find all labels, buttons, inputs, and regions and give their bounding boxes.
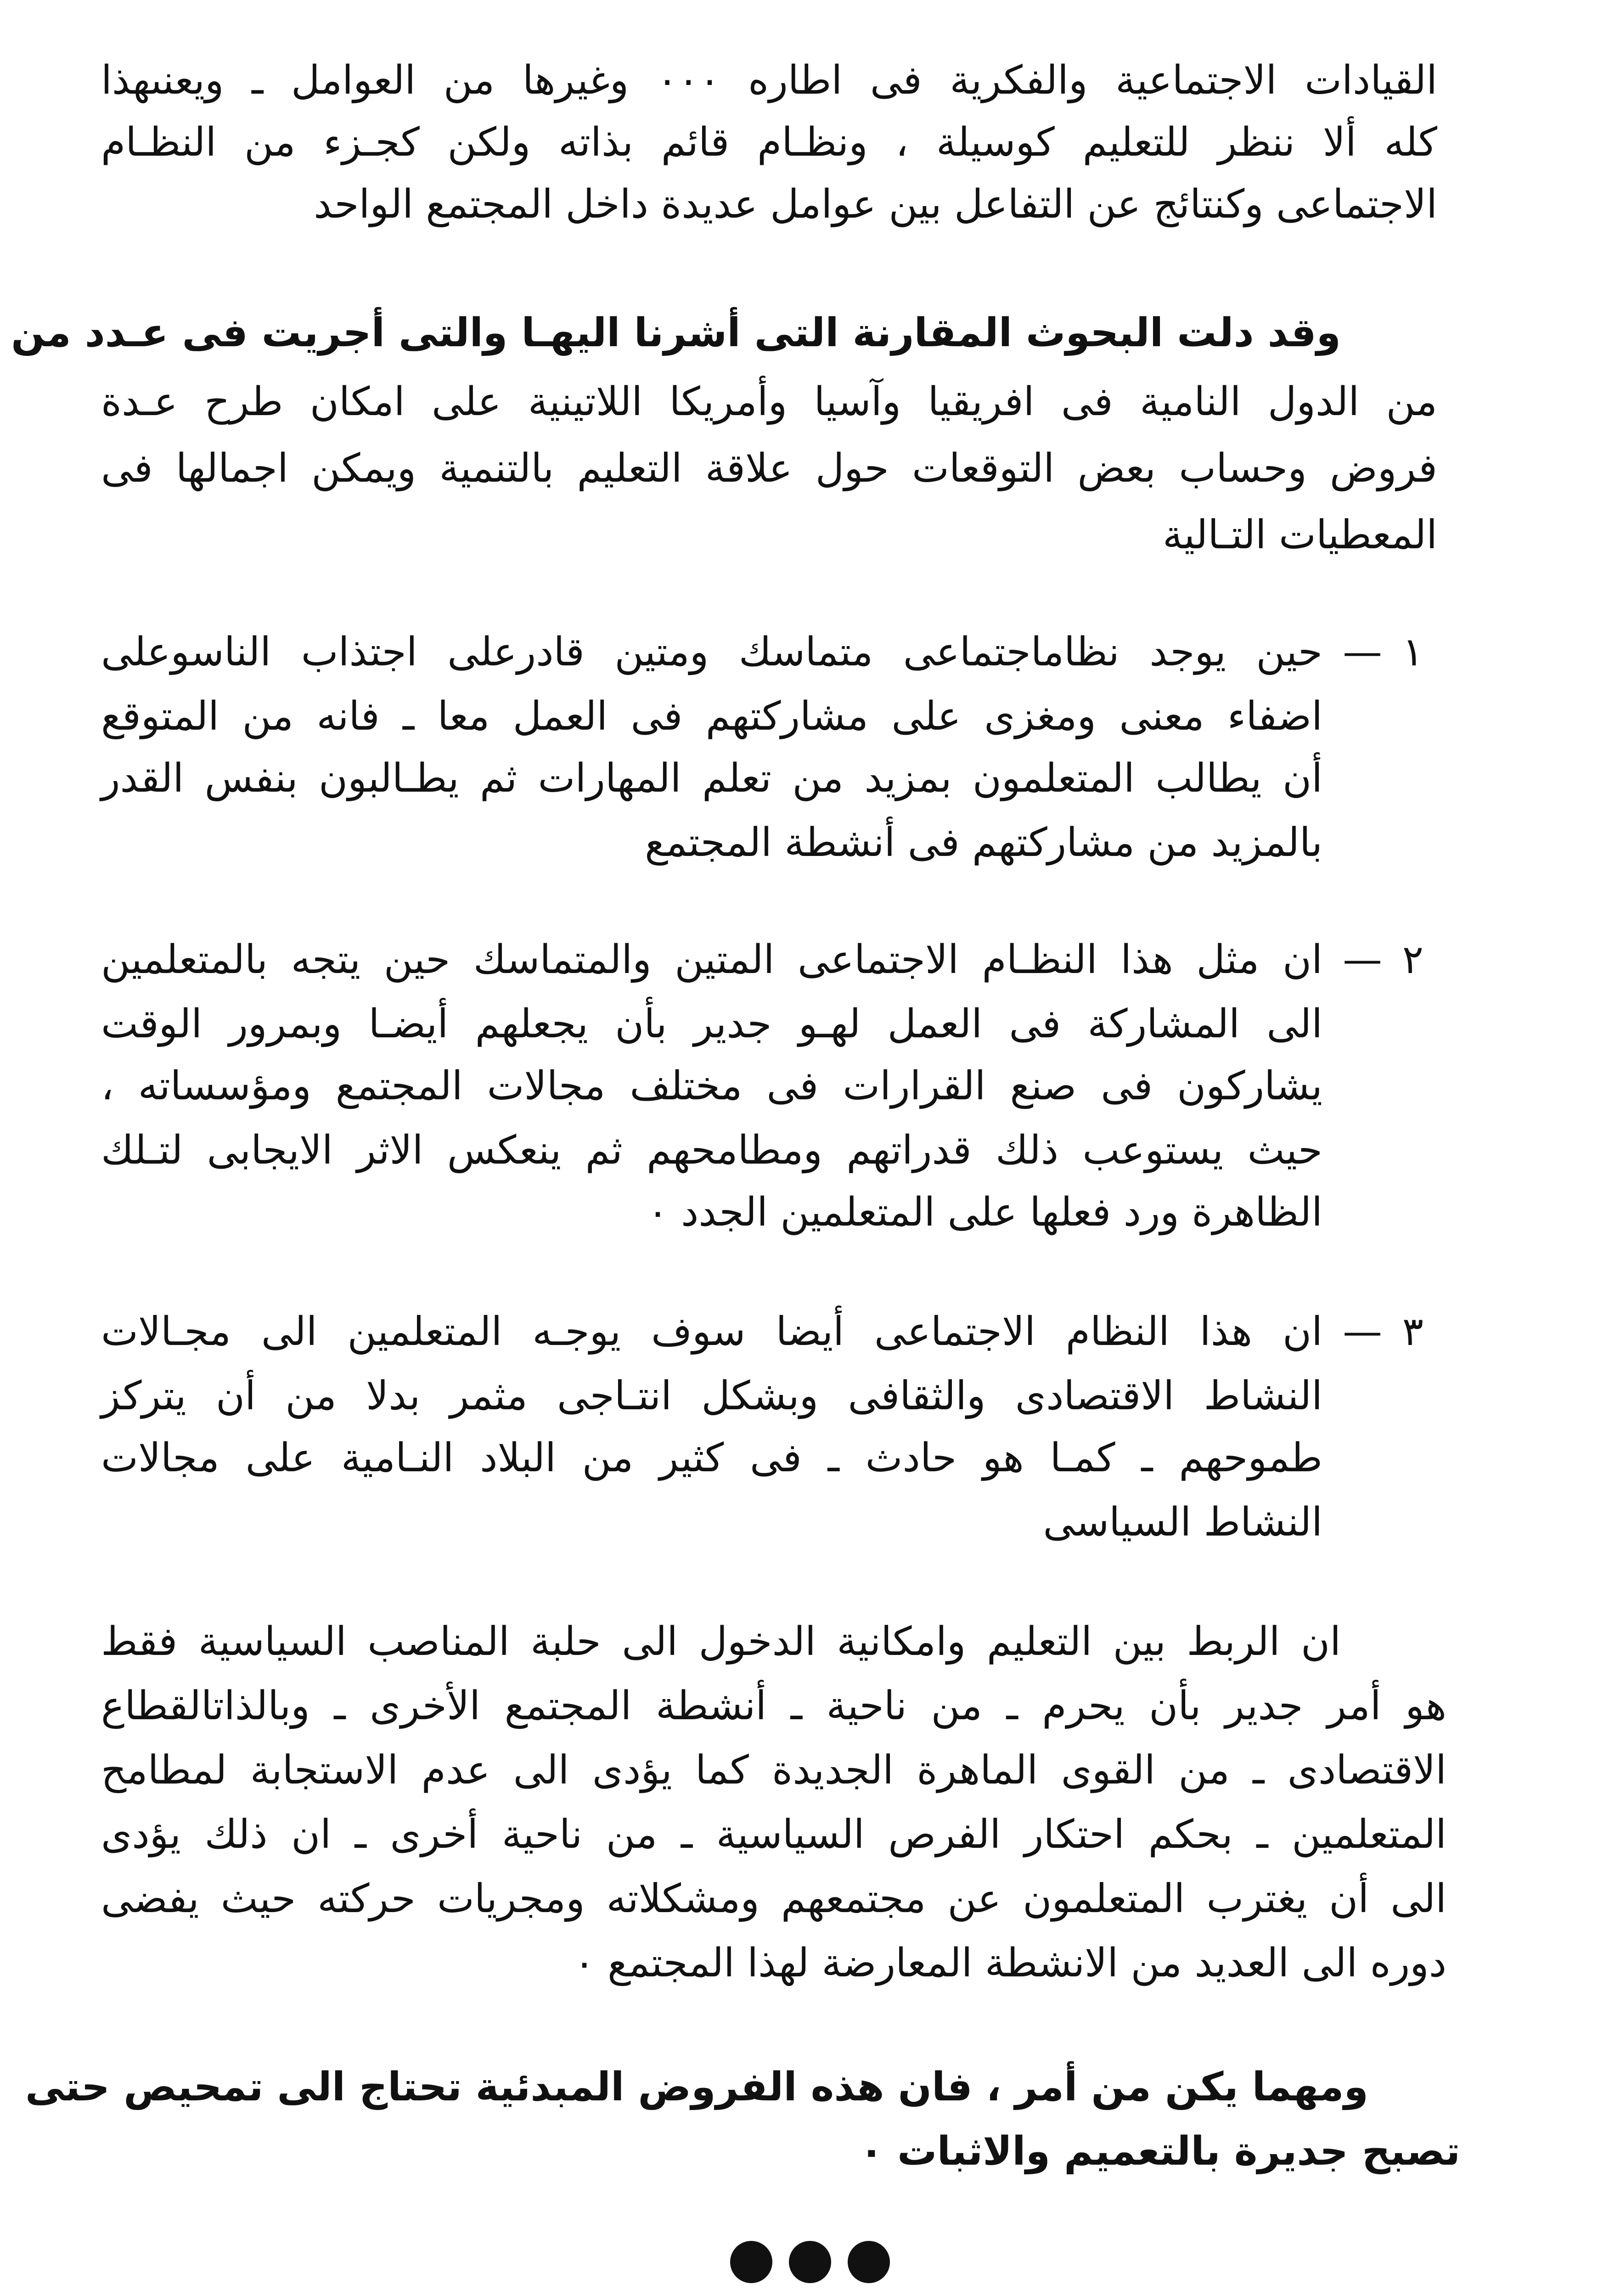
paragraph-1-line-3: الاجتماعى وكنتائج عن التفاعل بين عوامل عديدة داخل المجتمع الواحد [314, 181, 1437, 227]
list-item-3-line-3: طموحهم ـ كمـا هو حادث ـ فى كثير من البلاد النـامية على مجالات [101, 1435, 1322, 1481]
list-item-1-line-2: اضفاء معنى ومغزى على مشاركتهم فى العمل معا ـ فانه من المتوقع [101, 693, 1322, 739]
list-item-3-line-2: النشاط الاقتصادى والثقافى وبشكل انتـاجى مثمر بدلا من أن يتركز [101, 1373, 1322, 1419]
paragraph-1-line-2: كله ألا ننظر للتعليم كوسيلة ، ونظـام قائم بذاته ولكن كجـزء من النظـام [101, 119, 1437, 165]
paragraph-5-line-6: دوره الى العديد من الانشطة المعارضة لهذا المجتمع ٠ [574, 1940, 1446, 1986]
paragraph-5-line-3: الاقتصادى ـ من القوى الماهرة الجديدة كما يؤدى الى عدم الاستجابة لمطامح [101, 1747, 1446, 1793]
list-item-2-line-1: ان مثل هذا النظـام الاجتماعى المتين والمتماسك حين يتجه بالمتعلمين [101, 937, 1322, 983]
list-item-3-dash: — [1343, 1309, 1382, 1355]
ornament-dot-icon [789, 2241, 831, 2283]
paragraph-2-line-1: وقد دلت البحوث المقارنة التى أشرنا اليهـا والتى أجريت فى عـدد من [11, 310, 1341, 356]
list-item-2-line-5: الظاهرة ورد فعلها على المتعلمين الجدد ٠ [647, 1189, 1322, 1235]
paragraph-5-line-5: الى أن يغترب المتعلمون عن مجتمعهم ومشكلاته ومجريات حركته حيث يفضى [101, 1876, 1446, 1922]
list-item-1-line-4: بالمزيد من مشاركتهم فى أنشطة المجتمع [645, 820, 1322, 866]
list-item-3-line-1: ان هذا النظام الاجتماعى أيضا سوف يوجـه المتعلمين الى مجـالات [101, 1309, 1322, 1355]
list-item-1-line-3: أن يطالب المتعلمون بمزيد من تعلم المهارات ثم يطـالبون بنفس القدر [101, 755, 1322, 801]
paragraph-6-line-2: تصبح جديرة بالتعميم والاثبات ٠ [859, 2128, 1460, 2174]
ornament-dot-icon [730, 2241, 772, 2283]
section-ornament [730, 2241, 890, 2283]
ornament-dot-icon [848, 2241, 890, 2283]
paragraph-2-line-3: فروض وحساب بعض التوقعات حول علاقة التعليم بالتنمية ويمكن اجمالها فى [101, 445, 1437, 491]
paragraph-5-line-2: هو أمر جدير بأن يحرم ـ من ناحية ـ أنشطة المجتمع الأخرى ـ وبالذاتالقطاع [101, 1683, 1446, 1729]
list-item-3-line-4: النشاط السياسى [1043, 1499, 1322, 1545]
paragraph-2-line-4: المعطيات التـالية [1162, 512, 1437, 558]
paragraph-5-line-4: المتعلمين ـ بحكم احتكار الفرص السياسية ـ من ناحية أخرى ـ ان ذلك يؤدى [101, 1812, 1446, 1857]
paragraph-5-line-1: ان الربط بين التعليم وامكانية الدخول الى حلبة المناصب السياسية فقط [101, 1619, 1341, 1665]
paragraph-2-line-2: من الدول النامية فى افريقيا وآسيا وأمريكا اللاتينية على امكان طرح عـدة [101, 379, 1437, 425]
list-item-2-dash: — [1343, 937, 1382, 983]
list-item-1-dash: — [1343, 629, 1382, 675]
list-item-2-line-2: الى المشاركة فى العمل لهـو جدير بأن يجعلهم أيضـا وبمرور الوقت [101, 1001, 1322, 1047]
list-item-1-number: ١ [1402, 629, 1424, 675]
paragraph-1-line-1: القيادات الاجتماعية والفكرية فى اطاره ٠٠٠ وغيرها من العوامل ـ ويعنىهذا [101, 57, 1437, 103]
list-item-1-line-1: حين يوجد نظاماجتماعى متماسك ومتين قادرعلى اجتذاب الناسوعلى [101, 629, 1322, 675]
list-item-3-number: ٣ [1402, 1309, 1424, 1355]
list-item-2-line-3: يشاركون فى صنع القرارات فى مختلف مجالات المجتمع ومؤسساته ، [101, 1063, 1322, 1109]
list-item-2-line-4: حيث يستوعب ذلك قدراتهم ومطامحهم ثم ينعكس الاثر الايجابى لتـلك [101, 1127, 1322, 1173]
list-item-2-number: ٢ [1402, 937, 1424, 983]
paragraph-6-line-1: ومهما يكن من أمر ، فان هذه الفروض المبدئية تحتاج الى تمحيص حتى [25, 2064, 1368, 2110]
